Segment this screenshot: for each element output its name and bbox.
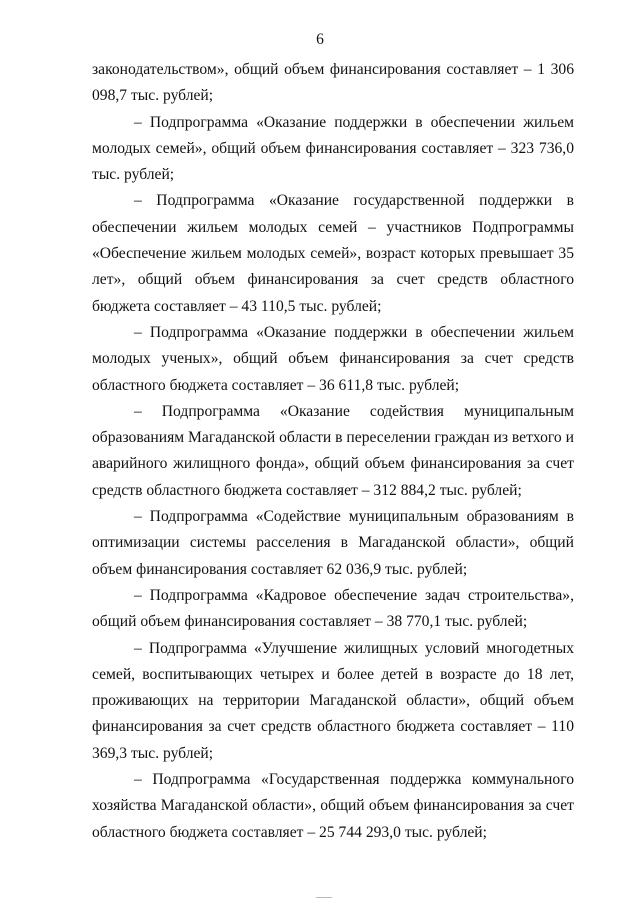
- footer-divider: [316, 897, 332, 898]
- paragraph-continuation: законодательством», общий объем финансирования составляет – 1 306 098,7 тыс. рублей;: [92, 61, 574, 105]
- paragraph-young-scientists: – Подпрограмма «Оказание поддержки в обеспечении жильем молодых ученых», общий объем финансирования за счет средств областного бюджета составляет – 36 611,8 тыс. рублей;: [92, 323, 574, 394]
- paragraph-communal-services-support: – Подпрограмма «Государственная поддержка коммунального хозяйства Магаданской области», общий объем финансирования за счет областного бюджета составляет – 25 744 293,0 тыс. рублей;: [92, 771, 574, 841]
- page-number: 6: [316, 31, 324, 48]
- paragraph-young-families-over-35: – Подпрограмма «Оказание государственной поддержки в обеспечении жильем молодых семей – участников Подпрограммы «Обеспечение жильем молодых семей», возраст которых превышает 35 лет», общий объем финансирования за счет средств областного бюджета составляет – 43 110,5 тыс. рублей;: [92, 192, 574, 315]
- paragraph-construction-staffing: – Подпрограмма «Кадровое обеспечение задач строительства», общий объем финансирования составляет – 38 770,1 тыс. рублей;: [92, 586, 574, 631]
- paragraph-resettlement-dilapidated-housing: – Подпрограмма «Оказание содействия муниципальным образованиям Магаданской области в переселении граждан из ветхого и аварийного жилищного фонда», общий объем финансирования за счет средств областного бюджета составляет – 312 884,2 тыс. рублей;: [92, 402, 574, 499]
- paragraph-large-families-housing: – Подпрограмма «Улучшение жилищных условий многодетных семей, воспитывающих четырех и более детей в возрасте до 18 лет, проживающих на территории Магаданской области», общий объем финансирования за счет средств областного бюджета составляет – 110 369,3 тыс. рублей;: [92, 639, 574, 762]
- document-body: [92, 57, 574, 846]
- paragraph-young-families: – Подпрограмма «Оказание поддержки в обеспечении жильем молодых семей», общий объем финансирования составляет – 323 736,0 тыс. рублей;: [92, 113, 574, 184]
- paragraph-settlement-optimization: – Подпрограмма «Содействие муниципальным образованиям в оптимизации системы расселения в Магаданской области», общий объем финансирования составляет 62 036,9 тыс. рублей;: [92, 508, 574, 578]
